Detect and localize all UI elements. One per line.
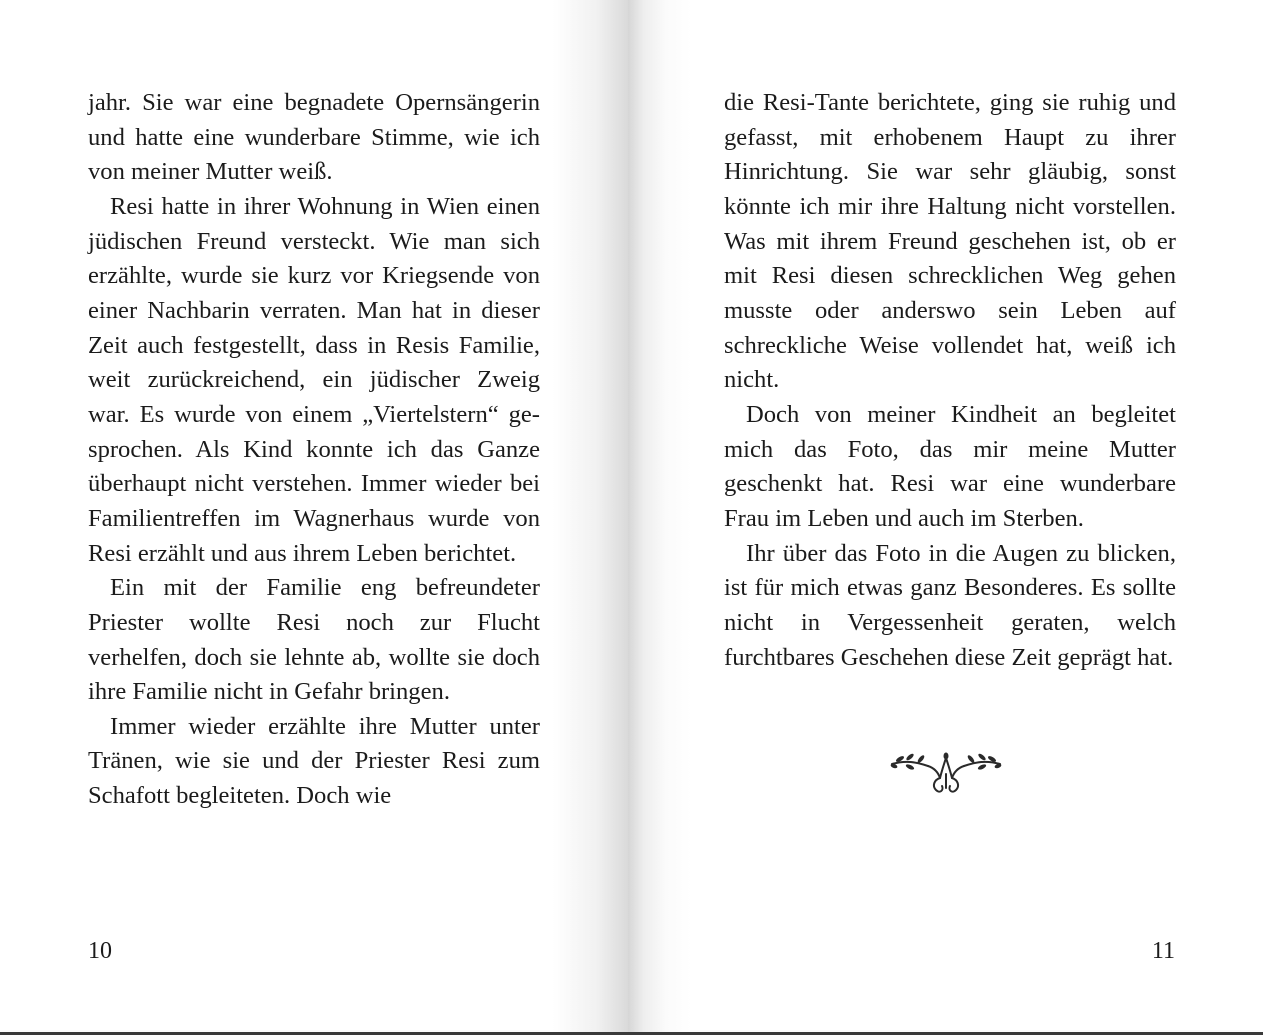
left-page	[0, 0, 628, 1035]
page-number-left: 10	[88, 938, 112, 964]
right-page	[628, 0, 1263, 1035]
left-page-text	[88, 86, 540, 814]
paragraph: Doch von meiner Kindheit an begleitet mich das Foto, das mir meine Mutter geschenkt hat. Resi war eine wunderbare Frau im Leben und auch im Sterben.	[724, 400, 1176, 532]
paragraph: jahr. Sie war eine begnadete Opernsängerin und hatte eine wunderbare Stimme, wie ich von meiner Mutter weiß.	[88, 89, 540, 186]
paragraph: Ihr über das Foto in die Augen zu blicken, ist für mich etwas ganz Besonderes. Es sollte nicht in Vergessenheit geraten, welch furchtbares Geschehen diese Zeit geprägt hat.	[724, 539, 1176, 671]
paragraph: die Resi-Tante berichtete, ging sie ruhig und gefasst, mit erhobenem Haupt zu ihrer Hinrichtung. Sie war sehr gläubig, sonst könnte ich mir ihre Haltung nicht vorstellen. Was mit ihrem Freund geschehen ist, ob er mit Resi diesen schrecklichen Weg gehen musste oder anderswo sein Leben auf schreckliche Weise vollendet hat, weiß ich nicht.	[724, 89, 1176, 394]
paragraph: Resi hatte in ihrer Wohnung in Wien einen jüdischen Freund versteckt. Wie man sich erzählte, wurde sie kurz vor Kriegsende von einer Nachbarin verraten. Man hat in dieser Zeit auch festgestellt, dass in Resis Familie, weit zurückreichend, ein jüdischer Zweig war. Es wurde von einem „Viertelstern“ gesprochen. Als Kind konnte ich das Ganze überhaupt nicht verstehen. Immer wieder bei Familientreffen im Wagnerhaus wurde von Resi erzählt und aus ihrem Leben berichtet.	[88, 192, 540, 567]
floral-vignette-icon	[888, 744, 1004, 800]
paragraph: Ein mit der Familie eng befreundeter Priester wollte Resi noch zur Flucht verhelfen, doch sie lehnte ab, wollte sie doch ihre Familie nicht in Gefahr bringen.	[88, 574, 540, 706]
paragraph: Immer wieder erzählte ihre Mutter unter Tränen, wie sie und der Priester Resi zum Schafott begleiteten. Doch wie	[88, 712, 540, 810]
page-number-right: 11	[1151, 938, 1175, 964]
right-page-text	[724, 86, 1176, 675]
